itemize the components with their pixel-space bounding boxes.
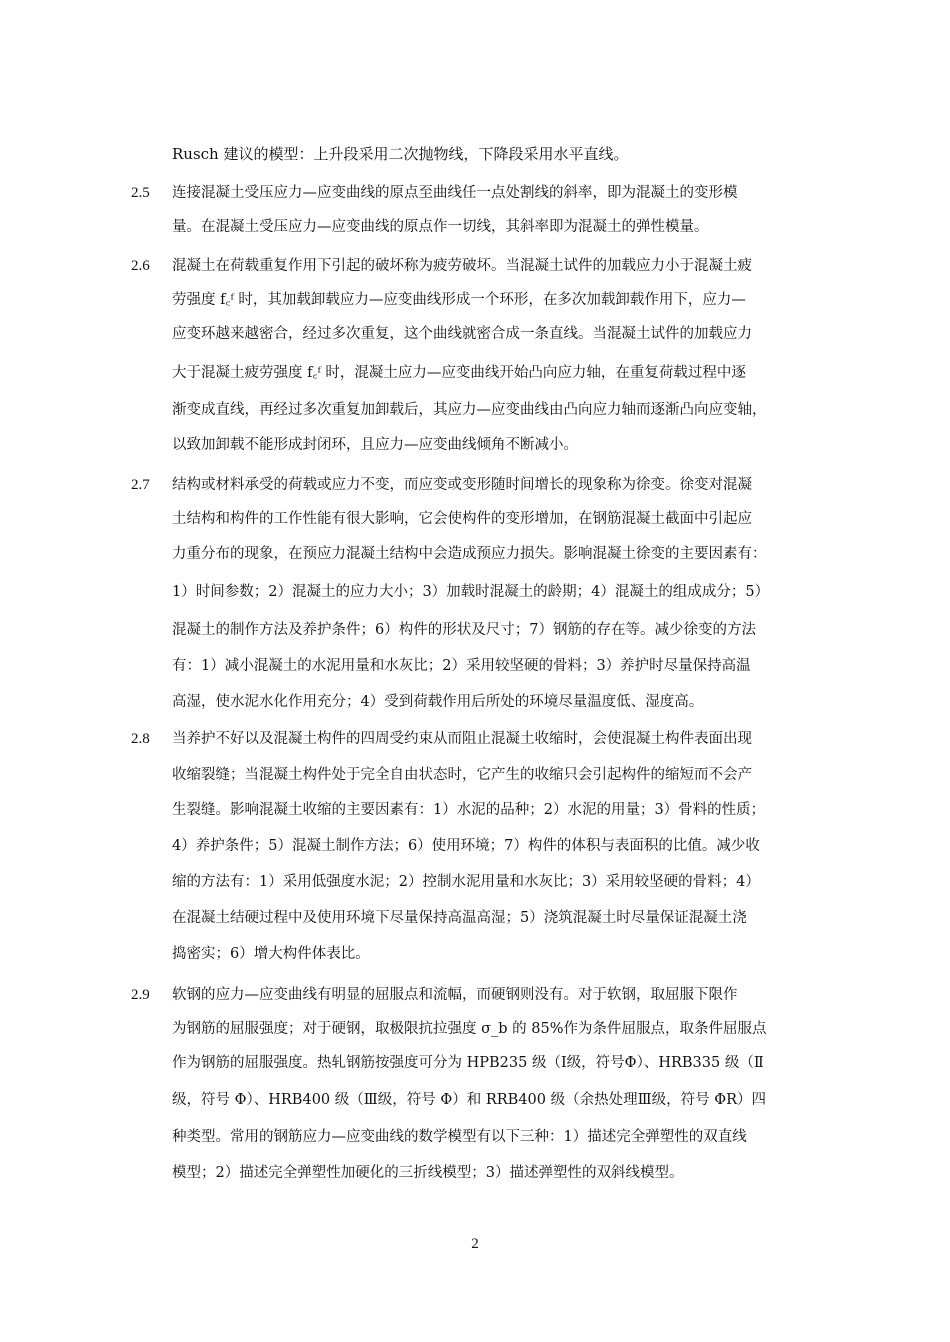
paragraph-line: 种类型。常用的钢筋应力—应变曲线的数学模型有以下三种：1）描述完全弹塑性的双直线 (172, 1129, 747, 1145)
paragraph-line: 级，符号 Φ）、HRB400 级（Ⅲ级，符号 Φ）和 RRB400 级（余热处理Ⅲ级，符号 ΦR）四 (172, 1092, 767, 1108)
paragraph-line: 应变环越来越密合，经过多次重复，这个曲线就密合成一条直线。当混凝土试件的加载应力 (172, 326, 752, 342)
paragraph-line: 力重分布的现象，在预应力混凝土结构中会造成预应力损失。影响混凝土徐变的主要因素有： (172, 546, 767, 562)
paragraph-line: 渐变成直线，再经过多次重复加卸载后，其应力—应变曲线由凸向应力轴而逐渐凸向应变轴， (172, 402, 767, 418)
paragraph-line: 捣密实；6）增大构件体表比。 (172, 946, 370, 962)
paragraph-line: 为钢筋的屈服强度；对于硬钢，取极限抗拉强度 σ_b 的 85%作为条件屈服点，取条件屈服点 (172, 1021, 767, 1037)
paragraph-line: 4）养护条件；5）混凝土制作方法；6）使用环境；7）构件的体积与表面积的比值。减少收 (172, 838, 760, 854)
paragraph-line: 当养护不好以及混凝土构件的四周受约束从而阻止混凝土收缩时，会使混凝土构件表面出现 (172, 731, 752, 747)
paragraph-line: 有：1）减小混凝土的水泥用量和水灰比；2）采用较坚硬的骨料；3）养护时尽量保持高温 (172, 658, 751, 674)
intro-line: Rusch 建议的模型：上升段采用二次抛物线，下降段采用水平直线。 (172, 145, 629, 163)
paragraph-line: 混凝土的制作方法及养护条件；6）构件的形状及尺寸；7）钢筋的存在等。减少徐变的方法 (172, 622, 756, 638)
paragraph-line: 混凝土在荷载重复作用下引起的破坏称为疲劳破坏。当混凝土试件的加载应力小于混凝土疲 (172, 258, 752, 274)
paragraph-line: 1）时间参数；2）混凝土的应力大小；3）加载时混凝土的龄期；4）混凝土的组成成分；5） (172, 584, 770, 600)
paragraph-line: 量。在混凝土受压应力—应变曲线的原点作一切线，其斜率即为混凝土的弹性模量。 (172, 219, 709, 235)
paragraph-line: 土结构和构件的工作性能有很大影响，它会使构件的变形增加，在钢筋混凝土截面中引起应 (172, 511, 752, 527)
section-number: 2.5 (131, 185, 150, 201)
paragraph-line: 作为钢筋的屈服强度。热轧钢筋按强度可分为 HPB235 级（Ⅰ级，符号Φ）、HRB335 级（Ⅱ (172, 1055, 764, 1071)
paragraph-line: 收缩裂缝；当混凝土构件处于完全自由状态时，它产生的收缩只会引起构件的缩短而不会产 (172, 767, 752, 783)
paragraph-line: 连接混凝土受压应力—应变曲线的原点至曲线任一点处割线的斜率，即为混凝土的变形模 (172, 185, 738, 201)
paragraph-line: 以致加卸载不能形成封闭环，且应力—应变曲线倾角不断减小。 (172, 437, 578, 453)
paragraph-line: 结构或材料承受的荷载或应力不变，而应变或变形随时间增长的现象称为徐变。徐变对混凝 (172, 477, 752, 493)
paragraph-line: 高湿，使水泥水化作用充分；4）受到荷载作用后所处的环境尽量温度低、湿度高。 (172, 694, 704, 710)
paragraph-line: 模型；2）描述完全弹塑性加硬化的三折线模型；3）描述弹塑性的双斜线模型。 (172, 1165, 684, 1181)
paragraph-line: 生裂缝。影响混凝土收缩的主要因素有：1）水泥的品种；2）水泥的用量；3）骨料的性质； (172, 802, 766, 818)
page-number: 2 (471, 1236, 479, 1252)
section-number: 2.9 (131, 987, 150, 1003)
paragraph-line: 缩的方法有：1）采用低强度水泥；2）控制水泥用量和水灰比；3）采用较坚硬的骨料；4） (172, 874, 760, 890)
paragraph-line: 大于混凝土疲劳强度 f꜀ᶠ 时，混凝土应力—应变曲线开始凸向应力轴，在重复荷载过程中逐 (172, 365, 746, 381)
paragraph-line: 在混凝土结硬过程中及使用环境下尽量保持高温高湿；5）浇筑混凝土时尽量保证混凝土浇 (172, 910, 747, 926)
section-number: 2.8 (131, 731, 150, 747)
paragraph-line: 劳强度 f꜀ᶠ 时，其加载卸载应力—应变曲线形成一个环形，在多次加载卸载作用下，应力— (172, 292, 746, 308)
section-number: 2.7 (131, 477, 150, 493)
paragraph-line: 软钢的应力—应变曲线有明显的屈服点和流幅，而硬钢则没有。对于软钢，取屈服下限作 (172, 987, 738, 1003)
section-number: 2.6 (131, 258, 150, 274)
